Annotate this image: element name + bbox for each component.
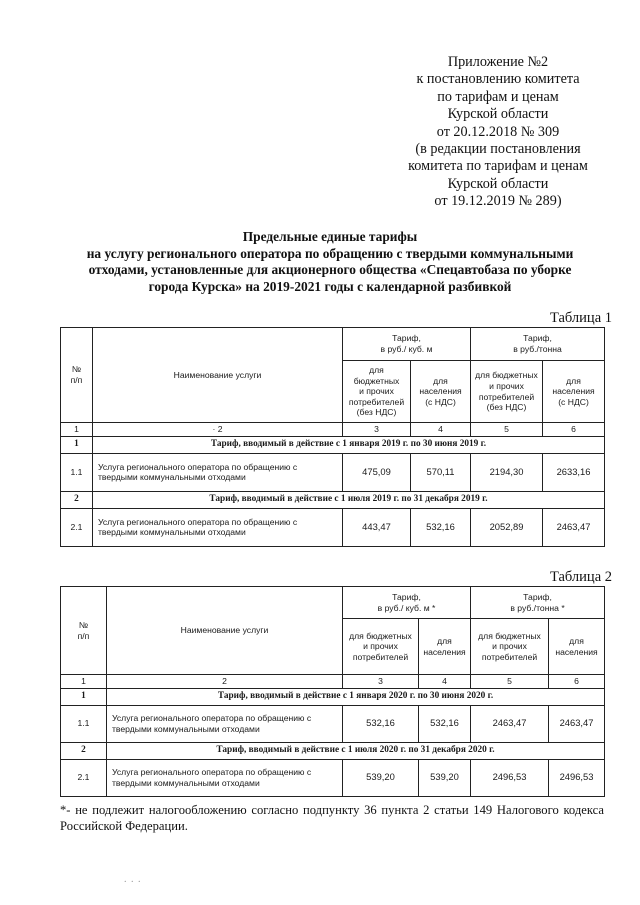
column-number-row [61,423,605,437]
row-number: 1.1 [61,453,93,491]
appendix-line: от 20.12.2018 № 309 [436,123,560,140]
col-header-tariff-tonne: Тариф, в руб./тонна * [471,587,605,619]
table2-label: Таблица 2 [549,569,612,585]
col-header-num: № п/п [61,328,93,423]
value-population-tonne: 2463,47 [549,705,605,742]
value-budget-tonne: 2463,47 [471,705,549,742]
column-number: 5 [471,675,549,689]
col-header-tariff-m3: Тариф, в руб./ куб. м * [343,587,471,619]
service-name: Услуга регионального оператора по обращению с твердыми коммунальными отходами [93,508,343,546]
scan-marks: . . . [124,874,142,885]
value-budget-tonne: 2052,89 [471,508,543,546]
value-population-tonne: 2496,53 [549,759,605,796]
appendix-block [378,54,618,211]
value-population-tonne: 2463,47 [543,508,605,546]
col-header-population-m3: для населения (с НДС) [411,361,471,423]
column-number-row [61,675,605,689]
column-number: 3 [343,423,411,437]
column-number: 6 [543,423,605,437]
col-header-num: № п/п [61,587,107,675]
value-population-tonne: 2633,16 [543,453,605,491]
row-number: 2.1 [61,759,107,796]
value-budget-tonne: 2194,30 [471,453,543,491]
value-budget-m3: 539,20 [343,759,419,796]
service-name: Услуга регионального оператора по обращению с твердыми коммунальными отходами [107,759,343,796]
value-budget-m3: 532,16 [343,705,419,742]
column-number: 4 [419,675,471,689]
title-line: Предельные единые тарифы [242,229,418,244]
col-header-tariff-m3: Тариф, в руб./ куб. м [343,328,471,361]
col-header-service: Наименование услуги [93,328,343,423]
period-row [61,688,605,705]
period-row [61,742,605,759]
col-header-budget-m3: для бюджетных и прочих потребителей (без НДС) [343,361,411,423]
col-header-population-tonne: для населения [549,619,605,675]
value-population-m3: 532,16 [411,508,471,546]
document-title [40,229,620,295]
column-number: 5 [471,423,543,437]
appendix-line: (в редакции постановления [415,141,581,158]
appendix-line: Приложение №2 [447,54,549,70]
appendix-line: Курской области [447,175,549,192]
period-caption: Тариф, вводимый в действие с 1 января 2019 г. по 30 июня 2019 г. [93,436,605,453]
col-header-population-m3: для населения [419,619,471,675]
tariff-table-1 [60,327,605,547]
service-name: Услуга регионального оператора по обращению с твердыми коммунальными отходами [93,453,343,491]
appendix-line: комитета по тарифам и ценам [408,158,588,175]
service-name: Услуга регионального оператора по обращению с твердыми коммунальными отходами [107,705,343,742]
table-row [61,759,605,796]
period-caption: Тариф, вводимый в действие с 1 июля 2019 г. по 31 декабря 2019 г. [93,491,605,508]
col-header-budget-m3: для бюджетных и прочих потребителей [343,619,419,675]
tariff-table-2 [60,586,605,797]
title-line: отходами, установленные для акционерного общества «Спецавтобаза по уборке [88,262,572,278]
group-number: 2 [61,491,93,508]
column-number: 3 [343,675,419,689]
table-row [61,508,605,546]
table-row [61,705,605,742]
column-number: · 2 [93,423,343,437]
value-population-m3: 539,20 [419,759,471,796]
table-row [61,453,605,491]
value-budget-tonne: 2496,53 [471,759,549,796]
group-number: 2 [61,742,107,759]
column-number: 1 [61,423,93,437]
title-line: города Курска» на 2019-2021 годы с календарной разбивкой [148,278,512,294]
title-line: на услугу регионального оператора по обращению с твердыми коммунальными [86,245,574,261]
col-header-budget-tonne: для бюджетных и прочих потребителей (без НДС) [471,361,543,423]
value-budget-m3: 475,09 [343,453,411,491]
column-number: 1 [61,675,107,689]
column-number: 6 [549,675,605,689]
period-caption: Тариф, вводимый в действие с 1 января 2020 г. по 30 июня 2020 г. [107,688,605,705]
group-number: 1 [61,688,107,705]
value-population-m3: 532,16 [419,705,471,742]
value-population-m3: 570,11 [411,453,471,491]
appendix-line: к постановлению комитета [416,71,580,88]
period-row [61,491,605,508]
period-row [61,436,605,453]
tax-footnote: *- не подлежит налогообложению согласно подпункту 36 пункта 2 статьи 149 Налогового кодекса Российской Федерации. [60,803,604,833]
row-number: 2.1 [61,508,93,546]
appendix-line: по тарифам и ценам [437,88,559,105]
col-header-service: Наименование услуги [107,587,343,675]
appendix-line: Курской области [447,106,549,123]
col-header-budget-tonne: для бюджетных и прочих потребителей [471,619,549,675]
col-header-tariff-tonne: Тариф, в руб./тонна [471,328,605,361]
row-number: 1.1 [61,705,107,742]
column-number: 4 [411,423,471,437]
appendix-line: от 19.12.2019 № 289) [434,193,562,210]
value-budget-m3: 443,47 [343,508,411,546]
column-number: 2 [107,675,343,689]
group-number: 1 [61,436,93,453]
col-header-population-tonne: для населения (с НДС) [543,361,605,423]
table1-label: Таблица 1 [549,310,612,326]
period-caption: Тариф, вводимый в действие с 1 июля 2020 г. по 31 декабря 2020 г. [107,742,605,759]
